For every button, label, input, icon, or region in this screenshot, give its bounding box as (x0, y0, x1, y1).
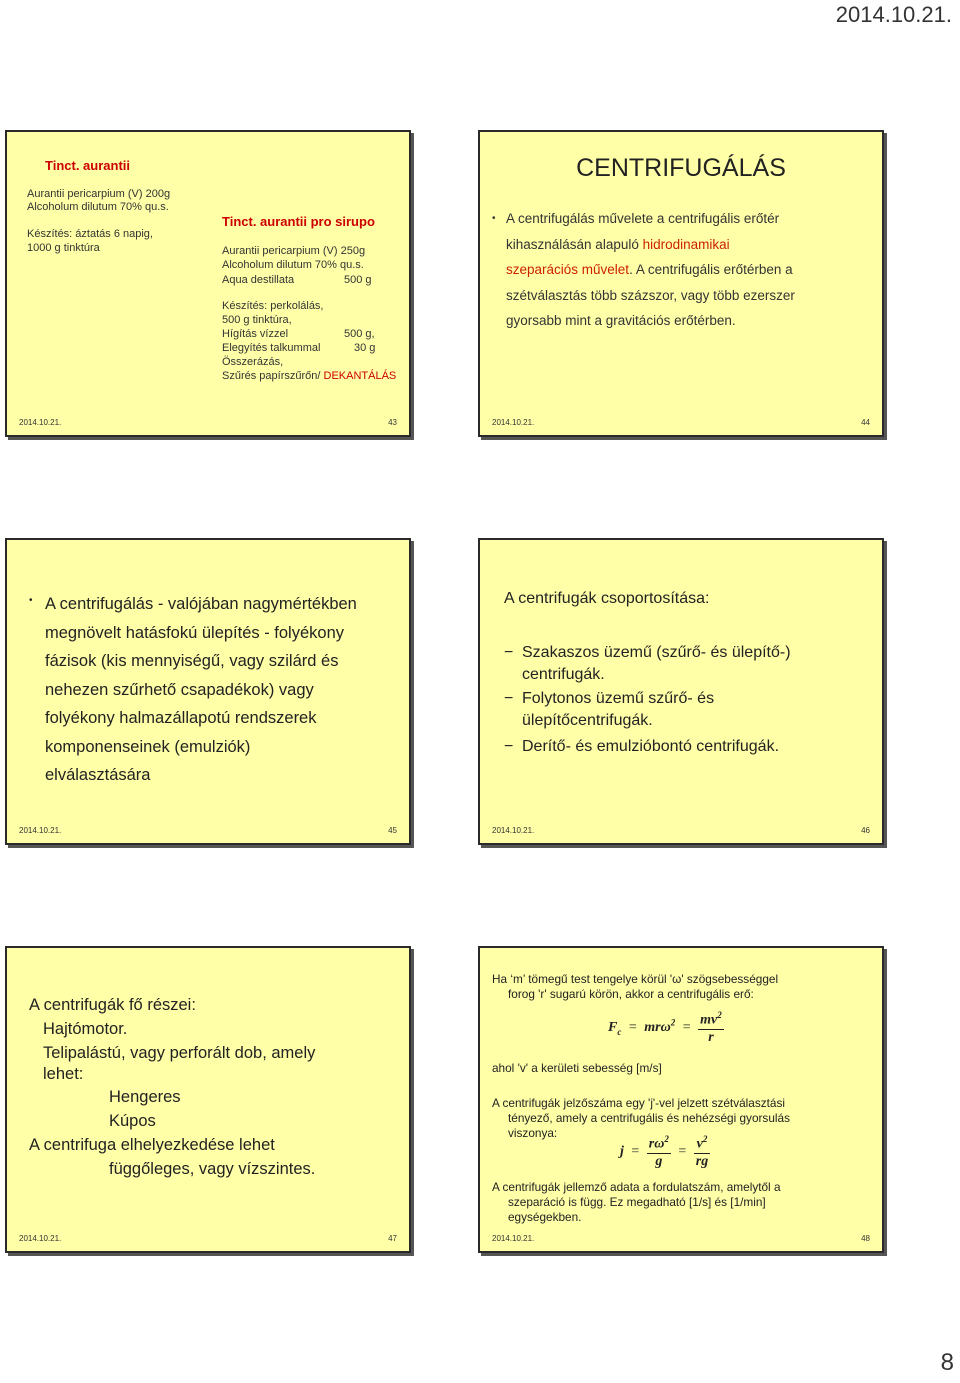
slide-44-line-3 (506, 257, 876, 283)
slide-43-right-line-1: Aurantii pericarpium (V) 250g (222, 245, 366, 257)
slide-46-item-2-line-1: Folytonos üzemű szűrő- és (522, 690, 715, 707)
formula-fc-num-text: mv (700, 1012, 718, 1028)
slide-46-footer-num: 46 (861, 826, 870, 835)
slide-47-line-6: Kúpos (109, 1112, 156, 1130)
slide-43-right-line-2: Alcoholum dilutum 70% qu.s. (222, 259, 364, 271)
slide-43-title-right: Tinct. aurantii pro sirupo (222, 214, 375, 229)
formula-j-den1: g (655, 1153, 663, 1169)
formula-j-lhs: j (620, 1144, 624, 1160)
slide-47-line-5: Hengeres (109, 1088, 181, 1106)
slide-43-left-line-2: Alcoholum dilutum 70% qu.s. (27, 201, 169, 213)
slide-47-line-3: Telipalástú, vagy perforált dob, amely (43, 1044, 316, 1062)
slide-48-footer-num: 48 (861, 1234, 870, 1243)
slide-45-footer-num: 45 (388, 826, 397, 835)
formula-fc-eq1: = (628, 1020, 637, 1036)
slide-46-item-1-line-1: Szakaszos üzemű (szűrő- és ülepítő-) (522, 644, 791, 661)
slide-46-item-2-line-2: ülepítőcentrifugák. (522, 712, 653, 729)
slide-44-bullet: • (492, 213, 496, 224)
slide-47-line-8: függőleges, vagy vízszintes. (109, 1160, 316, 1178)
formula-j-num1 (647, 1134, 671, 1154)
slide-48 (478, 946, 884, 1253)
slide-43-right-line-9: Összerázás, (222, 356, 284, 368)
slide-43-right-line-3: Aqua destillata (222, 274, 295, 286)
slide-45-line-6: komponenseinek (emulziók) (45, 737, 251, 756)
slide-45-line-7: elválasztására (45, 766, 151, 784)
slide-45-body (45, 590, 357, 790)
slide-44-line-2 (506, 232, 876, 258)
slide-43-right-line-7: Hígítás vízzel (222, 328, 289, 340)
slide-47-line-4: lehet: (43, 1065, 84, 1083)
formula-fc-sub: c (617, 1026, 622, 1037)
slide-48-p3-line-3: viszonya: (508, 1126, 558, 1140)
slide-46-dash: − (504, 690, 514, 707)
slide-43-dekantalas: DEKANTÁLÁS (323, 370, 397, 382)
slide-43-right-line-5: Készítés: perkolálás, (222, 300, 324, 312)
slide-44-footer-date: 2014.10.21. (492, 418, 535, 427)
slide-46-footer-date: 2014.10.21. (492, 826, 535, 835)
slide-48-footer-date: 2014.10.21. (492, 1234, 535, 1243)
slide-43-right-line-6: 500 g tinktúra, (222, 314, 292, 326)
header-date: 2014.10.21. (835, 2, 952, 27)
formula-j-eq1: = (631, 1144, 640, 1160)
slide-45-bullet: • (29, 595, 33, 606)
slide-46 (478, 538, 884, 845)
slide-44-title: CENTRIFUGÁLÁS (576, 154, 786, 182)
slide-44-footer-num: 44 (861, 418, 870, 427)
slide-45 (5, 538, 411, 845)
slide-45-line-1: A centrifugálás - valójában nagymértékben (45, 595, 357, 613)
slide-43-higitas-value: 500 g, (344, 328, 375, 340)
formula-fc-den: r (708, 1029, 714, 1045)
slide-46-item-1-line-2: centrifugák. (522, 666, 605, 683)
slide-47-line-1: A centrifugák fő részei: (29, 996, 196, 1014)
formula-j-num2-text: v (696, 1136, 703, 1152)
slide-43-title-left: Tinct. aurantii (45, 158, 130, 173)
page-number: 8 (940, 1349, 954, 1376)
slide-45-footer-date: 2014.10.21. (19, 826, 62, 835)
slide-46-dash: − (504, 644, 514, 661)
formula-j-frac-1 (647, 1134, 671, 1170)
slide-45-line-2: megnövelt hatásfokú ülepítés - folyékony (45, 623, 345, 642)
slide-43-left-line-1: Aurantii pericarpium (V) 200g (27, 188, 171, 200)
slide-43-footer-date: 2014.10.21. (19, 418, 62, 427)
slide-47-line-2: Hajtómotor. (43, 1020, 128, 1038)
slide-44-line-3b: . A centrifugális erőtérben a (629, 262, 793, 277)
slide-47 (5, 946, 411, 1253)
formula-fc-mid: mrω (644, 1020, 671, 1036)
slide-43-aqua-value: 500 g (344, 274, 372, 286)
slide-47-footer (19, 1234, 397, 1243)
slide-43-right-line-8: Elegyítés talkummal (222, 342, 321, 354)
slide-44-body (492, 206, 876, 334)
slide-44-line-1: A centrifugálás művelete a centrifugális erőtér (506, 211, 780, 226)
formula-fc-lhs: F (608, 1020, 618, 1036)
slide-43-footer (19, 418, 397, 427)
slide-48-p1-line-2: forog 'r' sugarú körön, akkor a centrifugális erő: (508, 987, 754, 1001)
slide-44-line-2a: kihasználásán alapuló (506, 236, 643, 252)
formula-fc-eq2: = (682, 1020, 691, 1036)
slide-48-p4-line-3: egységekben. (508, 1210, 582, 1224)
formula-j-num1-sup: 2 (664, 1134, 669, 1144)
slide-45-line-5: folyékony halmazállapotú rendszerek (45, 709, 317, 727)
slide-48-formula-j (620, 1134, 710, 1170)
slide-44-line-5: gyorsabb mint a gravitációs erőtérben. (506, 313, 736, 328)
slide-48-p3-line-1: A centrifugák jelzőszáma egy 'j'-vel jelzett szétválasztási (492, 1096, 785, 1110)
slide-45-line-3: fázisok (kis mennyiségű, vagy szilárd és (45, 652, 339, 670)
slide-48-p3-line-2: tényező, amely a centrifugális és nehézségi gyorsulás (508, 1111, 790, 1125)
slide-44-footer (492, 418, 870, 427)
slide-45-footer (19, 826, 397, 835)
slide-48-p4-line-2: szeparáció is függ. Ez megadható [1/s] és [1/min] (508, 1195, 766, 1209)
slide-48-p1-line-1: Ha ‘m’ tömegű test tengelye körül 'ω' szögsebességgel (492, 972, 779, 986)
slide-48-p4-line-1: A centrifugák jellemző adata a fordulatszám, amelytől a (492, 1180, 781, 1194)
slide-44-szeparacios: szeparációs művelet (506, 262, 630, 277)
slide-46-dash: − (504, 738, 514, 755)
slide-48-footer (492, 1234, 870, 1243)
slide-43-left-line-4: Készítés: áztatás 6 napig, (27, 228, 153, 240)
formula-fc-sup: 2 (670, 1017, 676, 1028)
slide-43-talkum-value: 30 g (354, 342, 376, 354)
formula-fc-num-sup: 2 (717, 1010, 722, 1020)
formula-j-den2: rg (695, 1153, 709, 1169)
slide-43-left-line-5: 1000 g tinktúra (27, 242, 100, 254)
slide-44-line-4: szétválasztás több százszor, vagy több ezerszer (506, 287, 795, 303)
formula-j-num2-sup: 2 (702, 1134, 708, 1144)
slide-43-szures: Szűrés papírszűrőn/ (222, 370, 324, 382)
formula-j-frac-2 (694, 1134, 710, 1170)
formula-j-eq2: = (678, 1144, 687, 1160)
slide-46-footer (492, 826, 870, 835)
formula-fc-frac (698, 1010, 724, 1046)
slide-45-line-4: nehezen szűrhető csapadékok) vagy (45, 680, 314, 699)
slide-43 (5, 130, 411, 437)
formula-fc-num (698, 1010, 724, 1030)
slide-44-hidrodinamikai: hidrodinamikai (642, 236, 730, 252)
formula-j-num1-text: rω (648, 1136, 665, 1152)
slide-47-footer-num: 47 (388, 1234, 397, 1243)
slide-46-item-3-line-1: Derítő- és emulzióbontó centrifugák. (522, 738, 780, 755)
slide-48-formula-fc (608, 1010, 724, 1046)
slide-43-right-line-10 (222, 370, 396, 383)
slide-44 (478, 130, 884, 437)
formula-j-num2 (694, 1134, 710, 1154)
slide-47-line-7: A centrifuga elhelyezkedése lehet (29, 1136, 275, 1154)
slide-43-footer-num: 43 (388, 418, 397, 427)
slide-47-footer-date: 2014.10.21. (19, 1234, 62, 1243)
slide-48-p2: ahol 'v' a kerületi sebesség [m/s] (492, 1061, 662, 1075)
slide-46-heading: A centrifugák csoportosítása: (504, 590, 710, 607)
